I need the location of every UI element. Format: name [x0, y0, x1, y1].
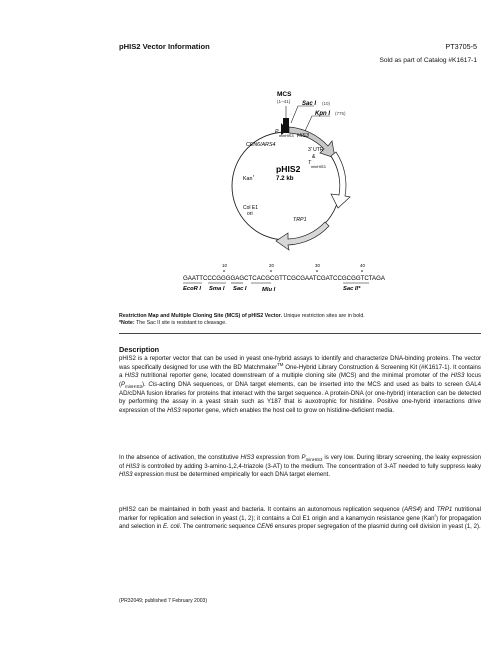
product-code: PT3705-5	[445, 42, 477, 51]
saci-label: Sac I	[302, 101, 317, 107]
cen-ars-label: CEN6/ARS4	[246, 142, 276, 148]
figure-caption: Restriction Map and Multiple Cloning Site (MCS) of pHIS2 Vector. Unique restriction sites are in bold. *Note: The Sac II site is resistant to cleavage.	[119, 313, 365, 326]
site-smai: Sma I	[209, 286, 225, 292]
site-sacii: Sac II*	[343, 286, 361, 292]
kan-label: Kan	[243, 176, 253, 182]
t-min-sub: minHIS3	[311, 165, 326, 169]
tick-10: 10	[222, 263, 227, 268]
tick-40: 40	[360, 263, 365, 268]
description-paragraph-3: pHIS2 can be maintained in both yeast and bacteria. It contains an autonomous replication sequence (ARS4) and TRP1 nutritional marker for replication and selection in yeast (1, 2); it contains a Col E1 origin and a kanamycin resistance gene (Kan$^r$) for propagation and selection in E. coli. The centromeric sequence CEN6 ensures proper segregation of the plasmid during cell division in yeast (1, 2).	[119, 506, 481, 531]
kpni-pointer	[305, 116, 330, 131]
p-min-sub: minHIS3	[279, 134, 294, 138]
site-saci: Sac I	[233, 286, 247, 292]
description-heading: Description	[119, 345, 160, 354]
mcs-sequence	[183, 262, 403, 298]
utr-terminator-arrow	[331, 152, 350, 208]
ori-label: ori	[247, 211, 253, 217]
section-divider	[119, 333, 481, 334]
cole1-label: Col E1	[243, 205, 259, 211]
catalog-note: Sold as part of Catalog #K1617-1	[379, 57, 477, 64]
site-ecori: EcoR I	[183, 286, 202, 292]
vector-name: pHIS2	[276, 164, 301, 174]
tick-dots	[223, 270, 363, 272]
mcs-range: (1–41)	[277, 99, 291, 104]
utr-label: 3' UTR	[308, 147, 324, 153]
saci-position: (10)	[322, 101, 331, 106]
p-min-label: P	[275, 129, 279, 135]
publication-footer: (PR32049; published 7 February 2003)	[119, 598, 208, 604]
trp1-gene-arrow	[276, 222, 329, 250]
kpni-label: Kpn I	[315, 111, 330, 117]
trp1-label: TRP1	[293, 217, 307, 223]
t-min-label: T	[308, 160, 312, 166]
vector-size: 7.2 kb	[276, 175, 294, 182]
kan-sup: r	[253, 174, 255, 178]
sequence-line: GAATTCCCGGGGAGCTCACGCGTTCGCGAATCGATCCGCGGTCTAGA	[183, 275, 386, 282]
tick-20: 20	[269, 263, 274, 268]
site-mlui: Mlu I	[262, 287, 276, 293]
tick-30: 30	[315, 263, 320, 268]
plasmid-map	[190, 86, 380, 271]
description-paragraph-2: In the absence of activation, the constitutive HIS3 expression from $P_{minHIS3}$ is very low. During library screening, the leaky expression of HIS3 is controlled by adding 3-amino-1,2,4-triazole (3-AT) to the medium. The concentration of 3-AT needed to fully suppress leaky HIS3 expression must be determined empirically for each DNA target element.	[119, 454, 481, 479]
saci-pointer	[291, 106, 314, 123]
mcs-label: MCS	[277, 91, 292, 98]
kpni-position: (775)	[335, 111, 346, 116]
document-title: pHIS2 Vector Information	[119, 42, 210, 51]
description-paragraph-1: pHIS2 is a reporter vector that can be used in yeast one-hybrid assays to identify and characterize DNA-binding proteins. The vector was specifically designed for use with the BD Matchmaker™ One-Hybrid Library Construction & Screening Kit (#K1617-1). It contains a HIS3 nutritional reporter gene, located downstream of a multiple cloning site (MCS) and the minimal promoter of the HIS3 locus $(P_{minHIS3})$. Cis-acting DNA sequences, or DNA target elements, can be inserted into the MCS and used as baits to screen GAL4 AD/cDNA fusion libraries for proteins that interact with the target sequence. A protein-DNA (or one-hybrid) interaction can be detected by performing the assay in a yeast strain such as Y187 that is auxotrophic for histidine. Positive one-hybrid interactions drive expression of the HIS3 reporter gene, which enables the host cell to grow on histidine-deficient media.	[119, 355, 481, 414]
utr-amp: &	[312, 154, 316, 160]
his3-label: HIS3	[297, 133, 309, 139]
